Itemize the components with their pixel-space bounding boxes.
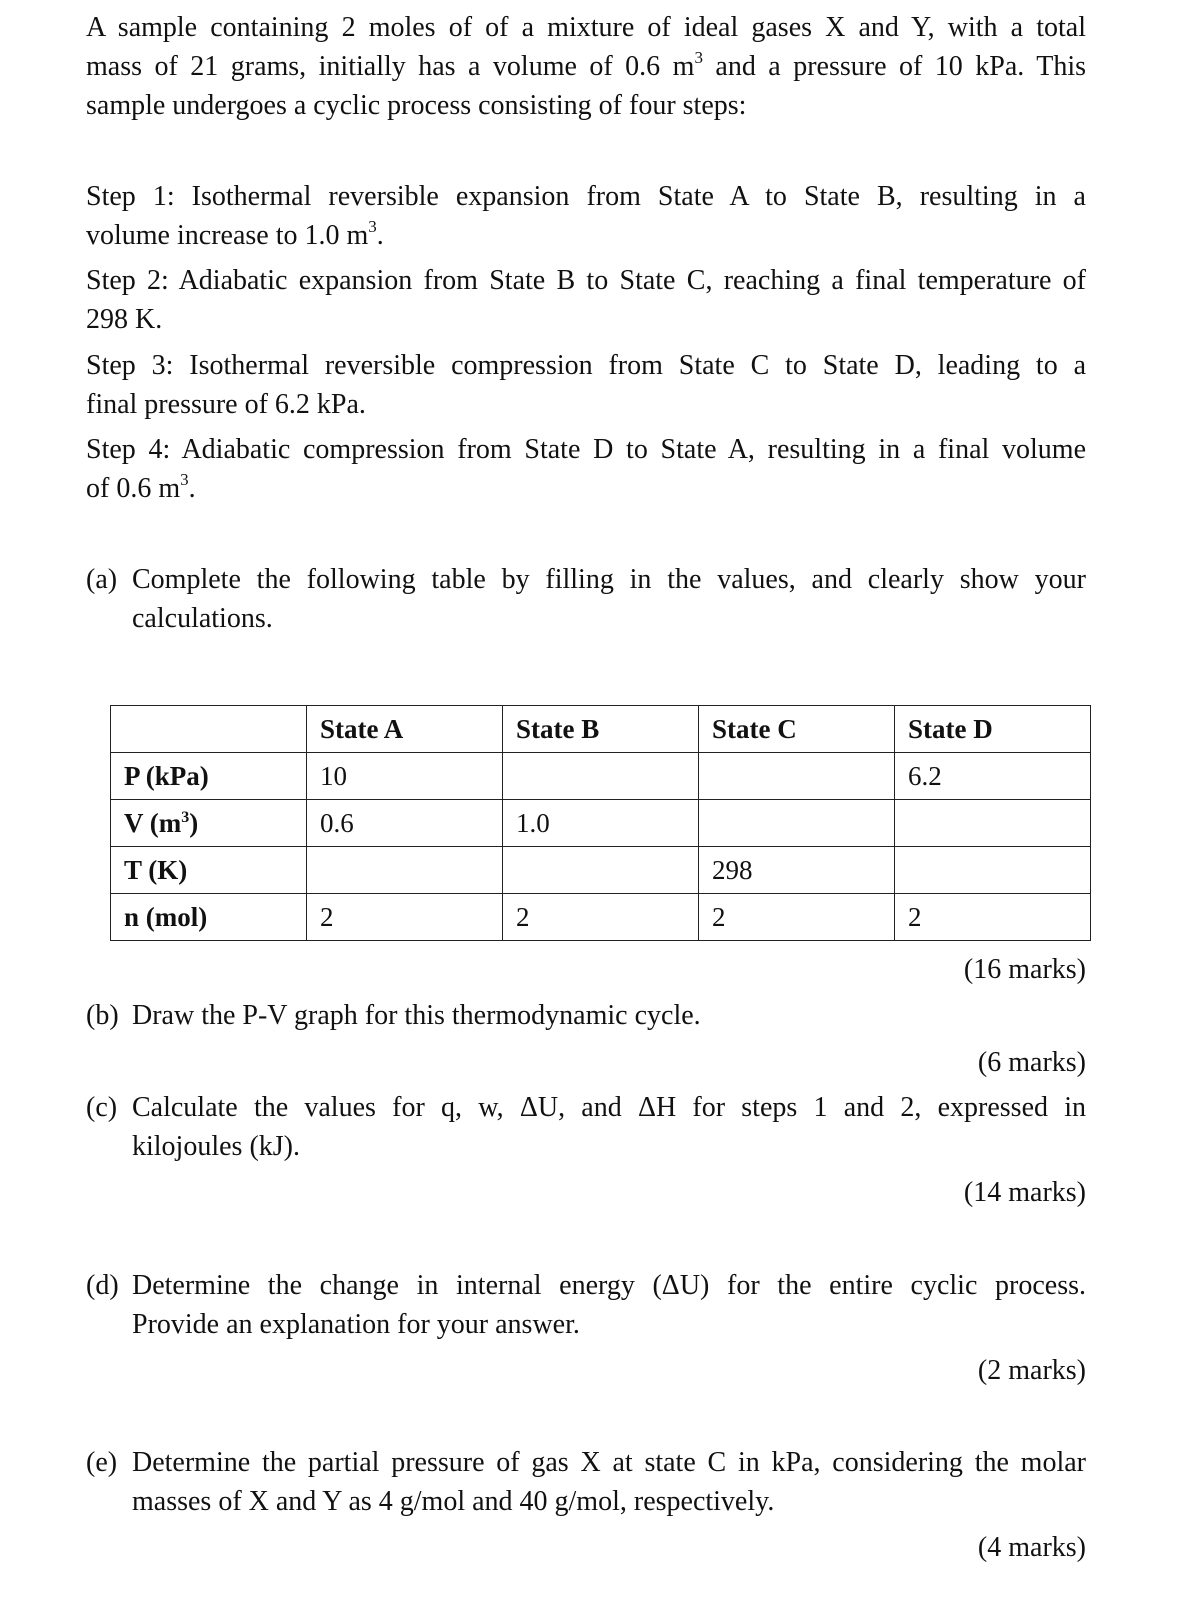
question-e-marks: (4 marks) (977, 1532, 1086, 1563)
question-d-line-1: Determine the change in internal energy (ΔU) for the entire cyclic process. (132, 1270, 1086, 1301)
table-cell: 2 (895, 894, 1091, 941)
step-3-line-1: Step 3: Isothermal reversible compression from State C to State D, leading to a (86, 350, 1086, 381)
table-cell (503, 753, 699, 800)
row-label-moles: n (mol) (111, 894, 307, 941)
question-e (86, 1443, 1086, 1521)
row-label-temperature: T (K) (111, 847, 307, 894)
question-a-line-2: calculations. (132, 603, 273, 634)
table-cell: 0.6 (307, 800, 503, 847)
step-4-line-1: Step 4: Adiabatic compression from State D to State A, resulting in a final volume (86, 434, 1086, 465)
table-cell: 1.0 (503, 800, 699, 847)
question-b (86, 996, 1086, 1035)
table-header-row (111, 706, 1091, 753)
question-a-line-1: Complete the following table by filling in the values, and clearly show your (132, 564, 1086, 595)
table-cell: 2 (503, 894, 699, 941)
table-header-state-c: State C (699, 706, 895, 753)
question-d-line-2: Provide an explanation for your answer. (132, 1309, 580, 1340)
question-d-marks: (2 marks) (977, 1355, 1086, 1386)
question-d-label: (d) (86, 1270, 119, 1301)
table-row-pressure (111, 753, 1091, 800)
question-a-label: (a) (86, 564, 118, 595)
table-cell (699, 753, 895, 800)
table-cell: 2 (699, 894, 895, 941)
question-b-label: (b) (86, 1000, 119, 1031)
question-c-marks: (14 marks) (963, 1177, 1086, 1208)
table-cell (503, 847, 699, 894)
question-d (86, 1266, 1086, 1344)
question-e-line-1: Determine the partial pressure of gas X at state C in kPa, considering the molar (132, 1447, 1086, 1478)
table-header-state-a: State A (307, 706, 503, 753)
question-a-marks: (16 marks) (963, 954, 1086, 985)
question-e-line-2: masses of X and Y as 4 g/mol and 40 g/mol, respectively. (132, 1486, 775, 1517)
table-cell: 10 (307, 753, 503, 800)
table-cell: 6.2 (895, 753, 1091, 800)
intro-line-3: sample undergoes a cyclic process consisting of four steps: (86, 90, 747, 121)
step-3-line-2: final pressure of 6.2 kPa. (86, 389, 366, 420)
step-2-line-1: Step 2: Adiabatic expansion from State B to State C, reaching a final temperature of (86, 265, 1086, 296)
table-row-temperature (111, 847, 1091, 894)
row-label-pressure: P (kPa) (111, 753, 307, 800)
state-table (110, 705, 1091, 941)
question-c (86, 1088, 1086, 1166)
intro-line-1: A sample containing 2 moles of of a mixture of ideal gases X and Y, with a total (86, 12, 1086, 43)
question-b-line-1: Draw the P-V graph for this thermodynamic cycle. (132, 1000, 701, 1031)
step-4-line-2: of 0.6 $m^3$. (86, 470, 196, 504)
question-e-label: (e) (86, 1447, 118, 1478)
question-c-label: (c) (86, 1092, 118, 1123)
table-row-moles (111, 894, 1091, 941)
step-2-line-2: 298 K. (86, 304, 163, 335)
table-row-volume (111, 800, 1091, 847)
table-cell (895, 800, 1091, 847)
question-c-line-2: kilojoules (kJ). (132, 1131, 300, 1162)
table-header-state-b: State B (503, 706, 699, 753)
intro-line-2: mass of 21 grams, initially has a volume of 0.6 $m^3$ and a pressure of 10 kPa. This (86, 48, 1087, 82)
step-1-line-1: Step 1: Isothermal reversible expansion from State A to State B, resulting in a (86, 181, 1086, 212)
table-header-state-d: State D (895, 706, 1091, 753)
table-cell (699, 800, 895, 847)
question-a (86, 560, 1086, 638)
table-cell (895, 847, 1091, 894)
table-cell (307, 847, 503, 894)
step-1-line-2: volume increase to 1.0 $m^3$. (86, 217, 384, 251)
table-cell: 298 (699, 847, 895, 894)
table-cell: 2 (307, 894, 503, 941)
question-b-marks: (6 marks) (977, 1047, 1086, 1078)
question-c-line-1: Calculate the values for q, w, ΔU, and ΔH for steps 1 and 2, expressed in (132, 1092, 1086, 1123)
table-header-cell (111, 706, 307, 753)
row-label-volume: V $(m^3)$ (111, 800, 307, 847)
